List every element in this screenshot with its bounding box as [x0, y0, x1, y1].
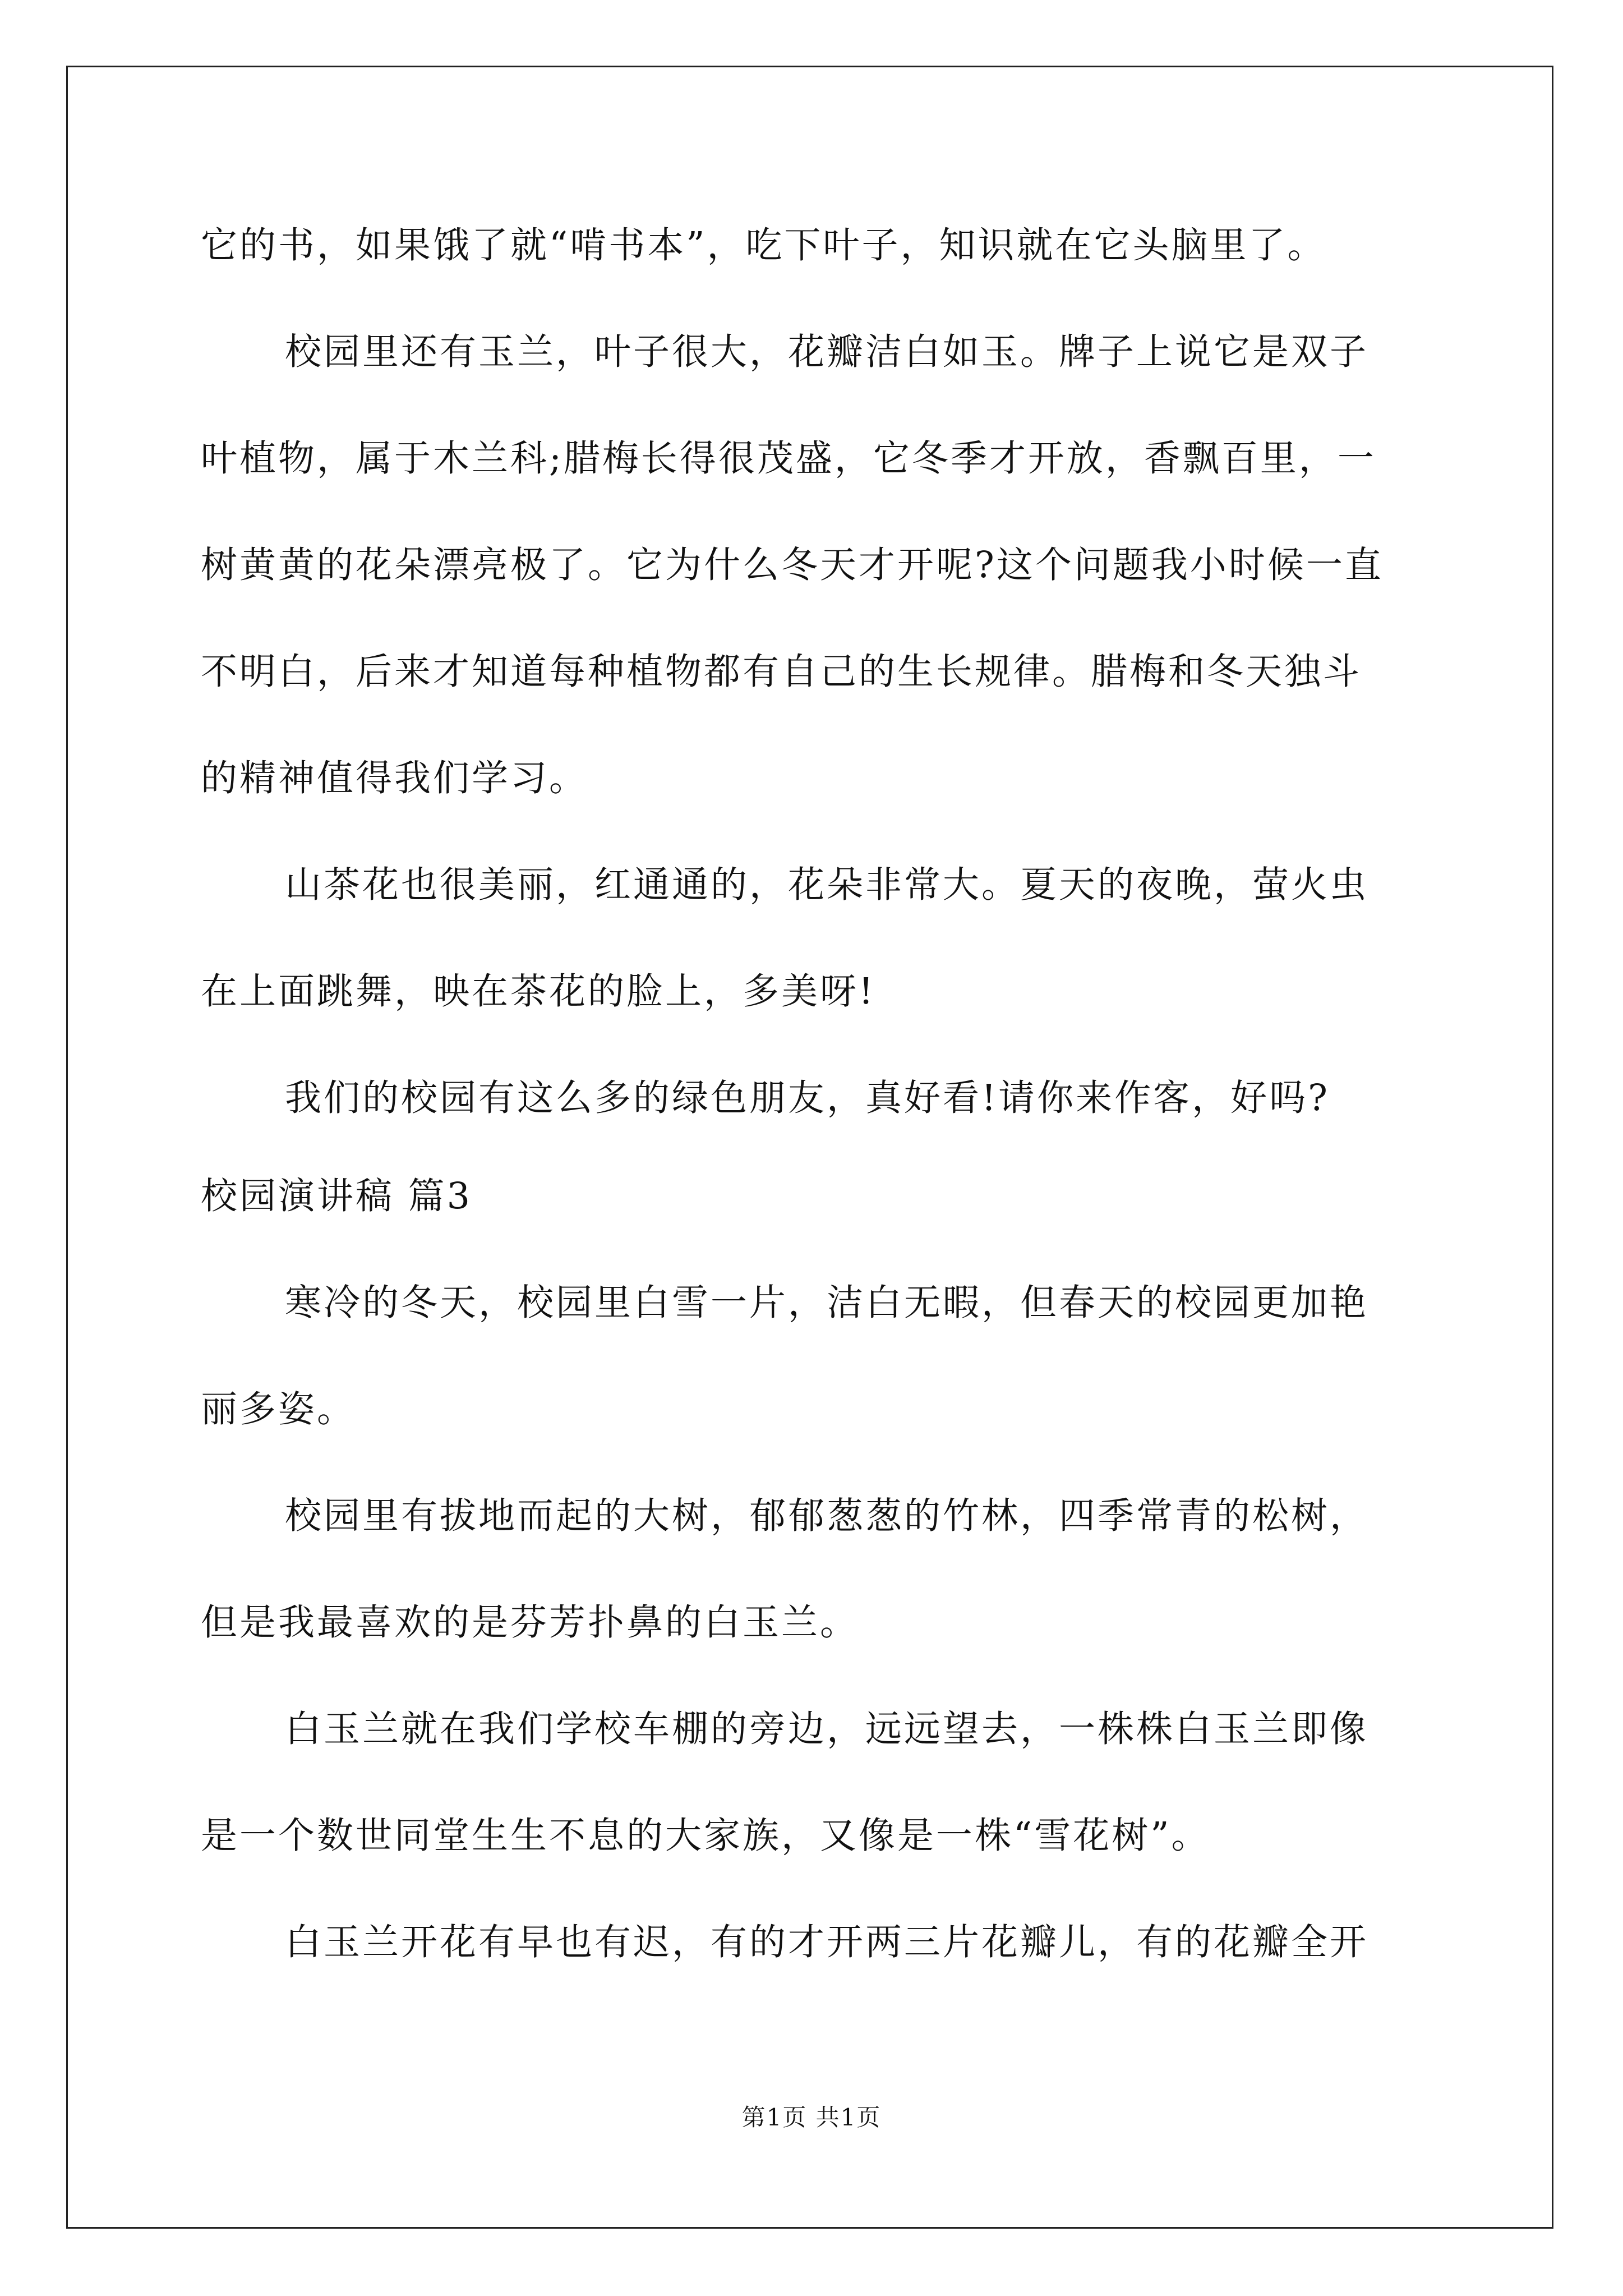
text-line-12: 丽多姿。 [201, 1388, 356, 1430]
text-line-16: 是一个数世同堂生生不息的大家族，又像是一株“雪花树”。 [201, 1815, 1210, 1857]
section-heading: 校园演讲稿 篇3 [201, 1175, 473, 1217]
text-line-1: 它的书，如果饿了就“啃书本”，吃下叶子，知识就在它头脑里了。 [201, 224, 1326, 266]
text-line-14: 但是我最喜欢的是芬芳扑鼻的白玉兰。 [201, 1602, 859, 1644]
page-footer: 第1页 共1页 [741, 2104, 882, 2131]
text-line-3: 叶植物，属于木兰科;腊梅长得很茂盛，它冬季才开放，香飘百里，一 [201, 438, 1376, 480]
page-border [66, 66, 1553, 2229]
text-line-15: 白玉兰就在我们学校车棚的旁边，远远望去，一株株白玉兰即像 [285, 1708, 1369, 1750]
text-line-8: 在上面跳舞，映在茶花的脸上，多美呀! [201, 970, 876, 1013]
text-line-2: 校园里还有玉兰，叶子很大，花瓣洁白如玉。牌子上说它是双子 [285, 331, 1369, 373]
text-line-7: 山茶花也很美丽，红通通的，花朵非常大。夏天的夜晚，萤火虫 [285, 864, 1369, 906]
text-line-5: 不明白，后来才知道每种植物都有自己的生长规律。腊梅和冬天独斗 [201, 651, 1362, 693]
text-line-11: 寒冷的冬天，校园里白雪一片，洁白无暇，但春天的校园更加艳 [285, 1282, 1369, 1324]
text-line-6: 的精神值得我们学习。 [201, 757, 588, 799]
text-line-13: 校园里有拔地而起的大树，郁郁葱葱的竹林，四季常青的松树， [285, 1495, 1369, 1537]
text-line-4: 树黄黄的花朵漂亮极了。它为什么冬天才开呢?这个问题我小时候一直 [201, 544, 1384, 586]
text-line-17: 白玉兰开花有早也有迟，有的才开两三片花瓣儿，有的花瓣全开 [285, 1921, 1369, 1963]
text-line-9: 我们的校园有这么多的绿色朋友，真好看!请你来作客，好吗? [285, 1077, 1330, 1119]
